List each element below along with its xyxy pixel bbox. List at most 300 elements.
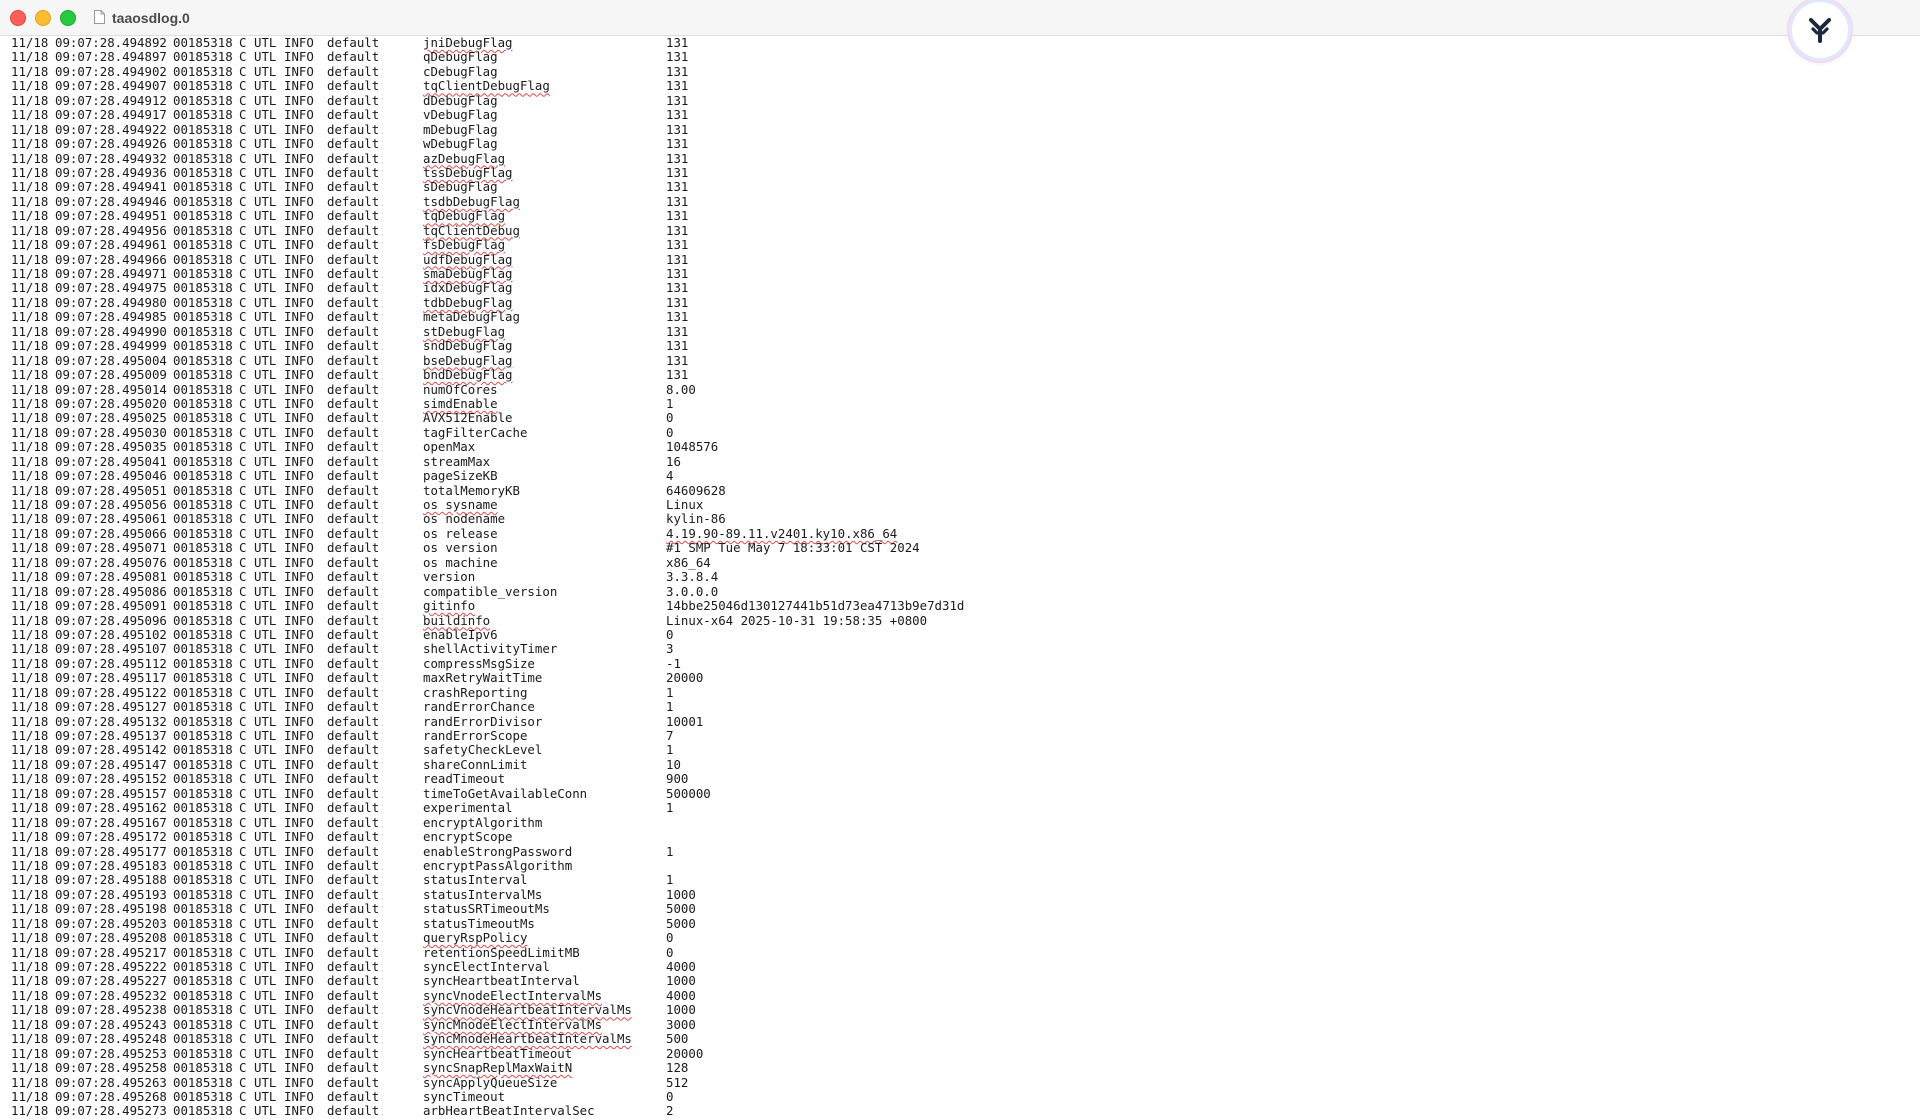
log-module: UTL <box>254 886 277 902</box>
log-severity: INFO <box>284 36 314 50</box>
log-level-code: C <box>239 150 247 166</box>
log-severity: INFO <box>284 78 314 94</box>
config-value: 900 <box>666 771 689 787</box>
log-category: default <box>327 482 380 498</box>
log-line[interactable] <box>0 845 1920 859</box>
log-time: 09:07:28.495142 <box>55 742 167 758</box>
log-line[interactable] <box>0 411 1920 425</box>
config-key: smaDebugFlag <box>423 266 513 281</box>
config-key: syncMnodeHeartbeatIntervalMs <box>423 1031 632 1047</box>
log-date: 11/18 <box>11 670 49 686</box>
log-thread-id: 00185318 <box>173 728 233 743</box>
log-time: 09:07:28.494902 <box>55 63 167 79</box>
log-date: 11/18 <box>11 150 49 166</box>
log-thread-id: 00185318 <box>173 857 233 873</box>
config-key: streamMax <box>423 453 491 469</box>
log-thread-id: 00185318 <box>173 410 233 426</box>
log-severity: INFO <box>284 439 314 455</box>
config-value: 4.19.90-89.11.v2401.ky10.x86_64 <box>666 525 898 541</box>
log-line[interactable] <box>0 1090 1920 1104</box>
log-thread-id: 00185318 <box>173 193 233 209</box>
config-value: 20000 <box>666 670 704 686</box>
log-module: UTL <box>254 381 277 397</box>
log-severity: INFO <box>284 338 314 354</box>
log-line[interactable] <box>0 383 1920 397</box>
log-date: 11/18 <box>11 944 49 960</box>
log-line[interactable] <box>0 888 1920 902</box>
log-line[interactable] <box>0 1047 1920 1061</box>
log-category: default <box>327 222 380 238</box>
log-thread-id: 00185318 <box>173 1103 233 1119</box>
log-module: UTL <box>254 959 277 974</box>
config-key: bseDebugFlag <box>423 352 513 368</box>
log-module: UTL <box>254 641 277 657</box>
log-line[interactable] <box>0 36 1920 50</box>
log-line[interactable] <box>0 772 1920 786</box>
log-line[interactable] <box>0 368 1920 382</box>
log-time: 09:07:28.495081 <box>55 569 167 585</box>
config-key: randErrorScope <box>423 728 528 743</box>
log-thread-id: 00185318 <box>173 785 233 801</box>
log-severity: INFO <box>284 294 314 310</box>
log-category: default <box>327 439 380 455</box>
log-severity: INFO <box>284 511 314 527</box>
log-module: UTL <box>254 655 277 671</box>
log-thread-id: 00185318 <box>173 901 233 917</box>
log-level-code: C <box>239 280 247 296</box>
log-level-code: C <box>239 901 247 917</box>
config-key: bndDebugFlag <box>423 367 513 383</box>
log-category: default <box>327 136 380 152</box>
log-line[interactable] <box>0 397 1920 411</box>
log-date: 11/18 <box>11 814 49 830</box>
log-time: 09:07:28.495253 <box>55 1045 167 1061</box>
config-key: vDebugFlag <box>423 107 498 123</box>
log-category: default <box>327 1002 380 1018</box>
log-line[interactable] <box>0 642 1920 656</box>
log-level-code: C <box>239 237 247 253</box>
log-line[interactable] <box>0 657 1920 671</box>
config-value: 0 <box>666 1088 674 1104</box>
log-date: 11/18 <box>11 612 49 628</box>
log-module: UTL <box>254 309 277 325</box>
config-value: 131 <box>666 266 689 281</box>
log-thread-id: 00185318 <box>173 381 233 397</box>
log-level-code: C <box>239 930 247 946</box>
log-line[interactable] <box>0 123 1920 137</box>
close-button[interactable] <box>10 10 26 26</box>
log-category: default <box>327 569 380 585</box>
log-level-code: C <box>239 323 247 339</box>
log-category: default <box>327 800 380 816</box>
log-time: 09:07:28.495066 <box>55 525 167 541</box>
log-module: UTL <box>254 63 277 79</box>
log-line[interactable] <box>0 498 1920 512</box>
log-line[interactable] <box>0 426 1920 440</box>
maximize-button[interactable] <box>60 10 76 26</box>
log-line[interactable] <box>0 931 1920 945</box>
log-line[interactable] <box>0 946 1920 960</box>
log-time: 09:07:28.494922 <box>55 121 167 137</box>
log-line[interactable] <box>0 570 1920 584</box>
log-line[interactable] <box>0 902 1920 916</box>
log-thread-id: 00185318 <box>173 1074 233 1090</box>
log-line[interactable] <box>0 325 1920 339</box>
log-line[interactable] <box>0 281 1920 295</box>
log-severity: INFO <box>284 901 314 917</box>
log-line[interactable] <box>0 1032 1920 1046</box>
log-module: UTL <box>254 150 277 166</box>
log-line[interactable] <box>0 1076 1920 1090</box>
log-line[interactable] <box>0 700 1920 714</box>
log-severity: INFO <box>284 641 314 657</box>
log-line[interactable] <box>0 1003 1920 1017</box>
log-thread-id: 00185318 <box>173 121 233 137</box>
log-level-code: C <box>239 699 247 715</box>
log-module: UTL <box>254 670 277 686</box>
log-level-code: C <box>239 1002 247 1018</box>
log-date: 11/18 <box>11 713 49 729</box>
log-severity: INFO <box>284 756 314 772</box>
log-module: UTL <box>254 367 277 383</box>
log-category: default <box>327 814 380 830</box>
log-line[interactable] <box>0 224 1920 238</box>
log-line[interactable] <box>0 253 1920 267</box>
log-date: 11/18 <box>11 583 49 599</box>
log-thread-id: 00185318 <box>173 814 233 830</box>
log-line[interactable] <box>0 960 1920 974</box>
config-value: 64609628 <box>666 482 726 498</box>
log-thread-id: 00185318 <box>173 352 233 368</box>
log-category: default <box>327 857 380 873</box>
log-thread-id: 00185318 <box>173 973 233 989</box>
log-severity: INFO <box>284 280 314 296</box>
log-date: 11/18 <box>11 756 49 772</box>
config-value: Linux <box>666 497 704 512</box>
log-thread-id: 00185318 <box>173 511 233 527</box>
log-line[interactable] <box>0 816 1920 830</box>
log-line[interactable] <box>0 541 1920 555</box>
log-time: 09:07:28.494897 <box>55 49 167 65</box>
log-date: 11/18 <box>11 973 49 989</box>
log-level-code: C <box>239 814 247 830</box>
log-date: 11/18 <box>11 78 49 94</box>
log-module: UTL <box>254 78 277 94</box>
config-key: qDebugFlag <box>423 49 498 65</box>
log-line[interactable] <box>0 310 1920 324</box>
log-thread-id: 00185318 <box>173 612 233 628</box>
log-thread-id: 00185318 <box>173 1060 233 1076</box>
config-key: shellActivityTimer <box>423 641 558 657</box>
config-value: 131 <box>666 323 689 339</box>
log-date: 11/18 <box>11 915 49 931</box>
log-module: UTL <box>254 179 277 195</box>
log-date: 11/18 <box>11 1074 49 1090</box>
config-value: 512 <box>666 1074 689 1090</box>
log-date: 11/18 <box>11 266 49 281</box>
config-key: syncSnapReplMaxWaitN <box>423 1060 573 1076</box>
log-category: default <box>327 1074 380 1090</box>
log-line[interactable] <box>0 440 1920 454</box>
log-severity: INFO <box>284 1103 314 1119</box>
log-severity: INFO <box>284 121 314 137</box>
config-key: queryRspPolicy <box>423 930 528 946</box>
log-time: 09:07:28.494946 <box>55 193 167 209</box>
log-line[interactable] <box>0 743 1920 757</box>
config-value: 131 <box>666 367 689 383</box>
log-level-code: C <box>239 424 247 440</box>
log-time: 09:07:28.495268 <box>55 1088 167 1104</box>
log-line[interactable] <box>0 152 1920 166</box>
config-value: 16 <box>666 453 681 469</box>
log-category: default <box>327 1060 380 1076</box>
log-time: 09:07:28.495222 <box>55 959 167 974</box>
log-line[interactable] <box>0 166 1920 180</box>
log-date: 11/18 <box>11 237 49 253</box>
log-line[interactable] <box>0 859 1920 873</box>
config-value: 131 <box>666 36 689 50</box>
log-line[interactable] <box>0 527 1920 541</box>
log-severity: INFO <box>284 237 314 253</box>
log-line[interactable] <box>0 238 1920 252</box>
log-line[interactable] <box>0 974 1920 988</box>
log-thread-id: 00185318 <box>173 266 233 281</box>
log-line[interactable] <box>0 512 1920 526</box>
log-module: UTL <box>254 410 277 426</box>
log-time: 09:07:28.495258 <box>55 1060 167 1076</box>
config-value: 3 <box>666 641 674 657</box>
log-severity: INFO <box>284 959 314 974</box>
config-value: 131 <box>666 150 689 166</box>
log-line[interactable] <box>0 354 1920 368</box>
log-category: default <box>327 179 380 195</box>
log-category: default <box>327 352 380 368</box>
log-date: 11/18 <box>11 63 49 79</box>
log-module: UTL <box>254 468 277 484</box>
log-category: default <box>327 92 380 108</box>
log-module: UTL <box>254 684 277 700</box>
log-line[interactable] <box>0 108 1920 122</box>
log-level-code: C <box>239 136 247 152</box>
log-level-code: C <box>239 915 247 931</box>
config-value: kylin-86 <box>666 511 726 527</box>
log-date: 11/18 <box>11 323 49 339</box>
log-time: 09:07:28.495035 <box>55 439 167 455</box>
log-thread-id: 00185318 <box>173 598 233 614</box>
log-level-code: C <box>239 208 247 224</box>
config-key: randErrorDivisor <box>423 713 543 729</box>
log-line[interactable] <box>0 455 1920 469</box>
log-time: 09:07:28.495096 <box>55 612 167 628</box>
config-value: 0 <box>666 410 674 426</box>
config-key: syncElectInterval <box>423 959 550 974</box>
log-level-code: C <box>239 843 247 859</box>
log-module: UTL <box>254 338 277 354</box>
log-level-code: C <box>239 1016 247 1032</box>
log-module: UTL <box>254 511 277 527</box>
log-severity: INFO <box>284 843 314 859</box>
log-time: 09:07:28.495162 <box>55 800 167 816</box>
log-line[interactable] <box>0 1061 1920 1075</box>
log-line[interactable] <box>0 917 1920 931</box>
log-module: UTL <box>254 583 277 599</box>
log-category: default <box>327 1103 380 1119</box>
config-value: 5000 <box>666 901 696 917</box>
log-category: default <box>327 540 380 556</box>
log-category: default <box>327 309 380 325</box>
config-key: tsdbDebugFlag <box>423 193 520 209</box>
log-line[interactable] <box>0 137 1920 151</box>
config-key: openMax <box>423 439 476 455</box>
log-module: UTL <box>254 901 277 917</box>
config-key: crashReporting <box>423 684 528 700</box>
minimize-button[interactable] <box>35 10 51 26</box>
log-date: 11/18 <box>11 598 49 614</box>
log-level-code: C <box>239 641 247 657</box>
log-line[interactable] <box>0 686 1920 700</box>
log-severity: INFO <box>284 482 314 498</box>
log-module: UTL <box>254 742 277 758</box>
log-date: 11/18 <box>11 36 49 50</box>
log-severity: INFO <box>284 107 314 123</box>
log-level-code: C <box>239 395 247 411</box>
log-time: 09:07:28.495091 <box>55 598 167 614</box>
log-line[interactable] <box>0 339 1920 353</box>
log-module: UTL <box>254 1016 277 1032</box>
config-value: 1 <box>666 843 674 859</box>
log-level-code: C <box>239 266 247 281</box>
log-category: default <box>327 150 380 166</box>
config-key: readTimeout <box>423 771 506 787</box>
config-value: 131 <box>666 164 689 180</box>
log-date: 11/18 <box>11 771 49 787</box>
log-line[interactable] <box>0 1104 1920 1118</box>
log-thread-id: 00185318 <box>173 554 233 570</box>
log-severity: INFO <box>284 930 314 946</box>
log-severity: INFO <box>284 179 314 195</box>
log-severity: INFO <box>284 352 314 368</box>
log-line[interactable] <box>0 729 1920 743</box>
config-key: syncVnodeElectIntervalMs <box>423 987 603 1003</box>
log-level-code: C <box>239 381 247 397</box>
assistant-button[interactable] <box>1792 2 1848 58</box>
log-line[interactable] <box>0 989 1920 1003</box>
log-level-code: C <box>239 944 247 960</box>
log-date: 11/18 <box>11 886 49 902</box>
log-line[interactable] <box>0 296 1920 310</box>
log-severity: INFO <box>284 540 314 556</box>
log-line[interactable] <box>0 599 1920 613</box>
log-line[interactable] <box>0 830 1920 844</box>
log-date: 11/18 <box>11 1060 49 1076</box>
log-module: UTL <box>254 728 277 743</box>
log-category: default <box>327 944 380 960</box>
log-time: 09:07:28.494961 <box>55 237 167 253</box>
log-category: default <box>327 583 380 599</box>
log-level-code: C <box>239 684 247 700</box>
config-value: 131 <box>666 222 689 238</box>
log-date: 11/18 <box>11 497 49 512</box>
log-severity: INFO <box>284 829 314 845</box>
log-line[interactable] <box>0 484 1920 498</box>
document-icon <box>94 10 105 24</box>
log-module: UTL <box>254 1088 277 1104</box>
log-category: default <box>327 843 380 859</box>
log-thread-id: 00185318 <box>173 338 233 354</box>
log-line[interactable] <box>0 180 1920 194</box>
log-line[interactable] <box>0 209 1920 223</box>
log-line[interactable] <box>0 50 1920 64</box>
log-line[interactable] <box>0 628 1920 642</box>
log-line[interactable] <box>0 94 1920 108</box>
log-line[interactable] <box>0 758 1920 772</box>
log-date: 11/18 <box>11 222 49 238</box>
log-line[interactable] <box>0 556 1920 570</box>
log-level-code: C <box>239 742 247 758</box>
config-key: maxRetryWaitTime <box>423 670 543 686</box>
log-line[interactable] <box>0 195 1920 209</box>
log-severity: INFO <box>284 1016 314 1032</box>
log-thread-id: 00185318 <box>173 179 233 195</box>
log-line[interactable] <box>0 873 1920 887</box>
log-category: default <box>327 785 380 801</box>
config-key: fsDebugFlag <box>423 237 506 253</box>
log-time: 09:07:28.495041 <box>55 453 167 469</box>
log-level-code: C <box>239 78 247 94</box>
log-line[interactable] <box>0 267 1920 281</box>
log-line[interactable] <box>0 787 1920 801</box>
config-value: 1000 <box>666 1002 696 1018</box>
log-category: default <box>327 973 380 989</box>
config-key: gitinfo <box>423 598 476 614</box>
log-line[interactable] <box>0 801 1920 815</box>
log-module: UTL <box>254 930 277 946</box>
log-line[interactable] <box>0 585 1920 599</box>
log-date: 11/18 <box>11 857 49 873</box>
log-level-code: C <box>239 1031 247 1047</box>
log-line[interactable] <box>0 65 1920 79</box>
config-value: 131 <box>666 237 689 253</box>
log-category: default <box>327 728 380 743</box>
log-line[interactable] <box>0 671 1920 685</box>
title-bar[interactable] <box>0 0 1920 36</box>
log-level-code: C <box>239 121 247 137</box>
log-severity: INFO <box>284 1060 314 1076</box>
log-time: 09:07:28.495177 <box>55 843 167 859</box>
log-content[interactable] <box>0 36 1920 1119</box>
log-line[interactable] <box>0 614 1920 628</box>
log-line[interactable] <box>0 469 1920 483</box>
log-date: 11/18 <box>11 641 49 657</box>
log-severity: INFO <box>284 251 314 267</box>
log-module: UTL <box>254 829 277 845</box>
log-thread-id: 00185318 <box>173 959 233 974</box>
config-key: encryptScope <box>423 829 513 845</box>
config-value: 131 <box>666 179 689 195</box>
log-line[interactable] <box>0 79 1920 93</box>
log-line[interactable] <box>0 715 1920 729</box>
log-module: UTL <box>254 453 277 469</box>
log-time: 09:07:28.494932 <box>55 150 167 166</box>
log-category: default <box>327 468 380 484</box>
log-line[interactable] <box>0 1018 1920 1032</box>
log-category: default <box>327 208 380 224</box>
log-time: 09:07:28.495004 <box>55 352 167 368</box>
log-category: default <box>327 713 380 729</box>
log-thread-id: 00185318 <box>173 525 233 541</box>
log-category: default <box>327 915 380 931</box>
log-time: 09:07:28.495020 <box>55 395 167 411</box>
